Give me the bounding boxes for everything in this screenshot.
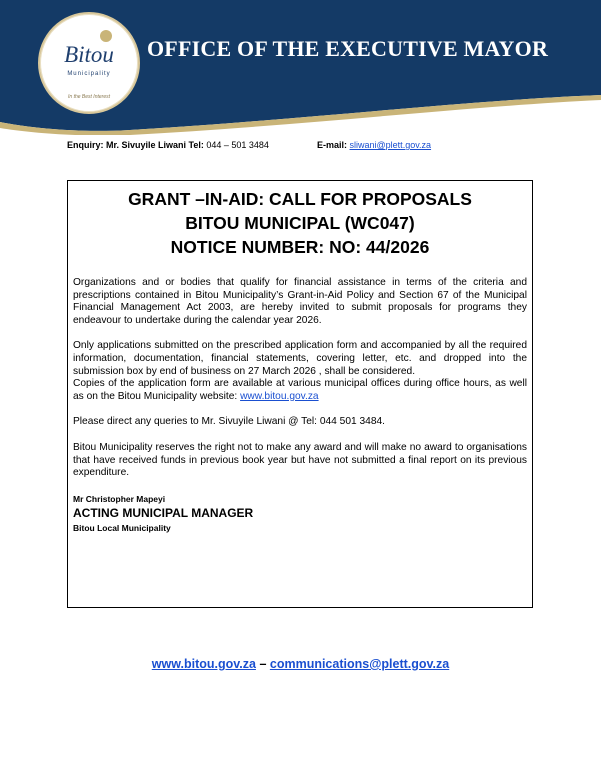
footer-contacts <box>0 657 601 671</box>
notice-body <box>73 277 527 535</box>
logo-motto: In the Best Interest <box>68 94 110 100</box>
flower-icon <box>100 30 112 42</box>
footer-email-link[interactable]: communications@plett.gov.za <box>269 657 450 671</box>
heading-line-1: GRANT –IN-AID: CALL FOR PROPOSALS <box>128 189 472 209</box>
signatory-title: ACTING MUNICIPAL MANAGER <box>73 506 254 521</box>
email-label: E-mail: <box>317 140 348 150</box>
heading-line-2: BITOU MUNICIPAL (WC047) <box>185 213 415 233</box>
email-link[interactable]: sliwani@plett.gov.za <box>349 140 432 150</box>
footer-separator: – <box>259 657 267 671</box>
paragraph-1: Organizations and or bodies that qualify for financial assistance in terms of the criteria and prescriptions contained in Bitou Municipality’s Grant-in-Aid Policy and Section 67 of the Municipal Financial Management Act 2003, are hereby invited to submit proposals for programs they endeavour to undertake during the calendar year 2026. <box>73 277 527 326</box>
logo-subtitle: Municipality <box>67 71 111 77</box>
paragraph-3-text: Copies of the application form are available at various municipal offices during office hours, as well as on the Bitou Municipality website: <box>73 378 527 402</box>
enquiry-tel: 044 – 501 3484 <box>206 140 269 150</box>
heading-line-3: NOTICE NUMBER: NO: 44/2026 <box>170 237 430 257</box>
footer-website-link[interactable]: www.bitou.gov.za <box>151 657 256 671</box>
notice-box <box>67 180 533 608</box>
office-title: OFFICE OF THE EXECUTIVE MAYOR <box>147 36 549 61</box>
website-link[interactable]: www.bitou.gov.za <box>240 390 319 402</box>
signatory-name: Mr Christopher Mapeyi <box>73 493 166 504</box>
paragraph-5: Bitou Municipality reserves the right not to make any award and will make no award to organisations that have received funds in previous book year but have not submitted a final report on its previous expenditure. <box>73 441 527 479</box>
notice-heading <box>68 187 532 259</box>
paragraph-4: Please direct any queries to Mr. Sivuyile Liwani @ Tel: 044 501 3484. <box>73 416 385 428</box>
email-line <box>317 140 431 150</box>
bitou-logo <box>38 12 140 114</box>
enquiry-line <box>67 140 269 150</box>
paragraph-3 <box>73 378 527 403</box>
enquiry-label: Enquiry: Mr. Sivuyile Liwani Tel: <box>67 140 204 150</box>
logo-wordmark: Bitou <box>64 42 114 67</box>
paragraph-2: Only applications submitted on the prescribed application form and accompanied by all the required information, documentation, financial statements, covering letter, etc. and dropped into the submission box by end of business on 27 March 2026 , shall be considered. <box>73 340 527 377</box>
signatory-organisation: Bitou Local Municipality <box>73 522 171 533</box>
